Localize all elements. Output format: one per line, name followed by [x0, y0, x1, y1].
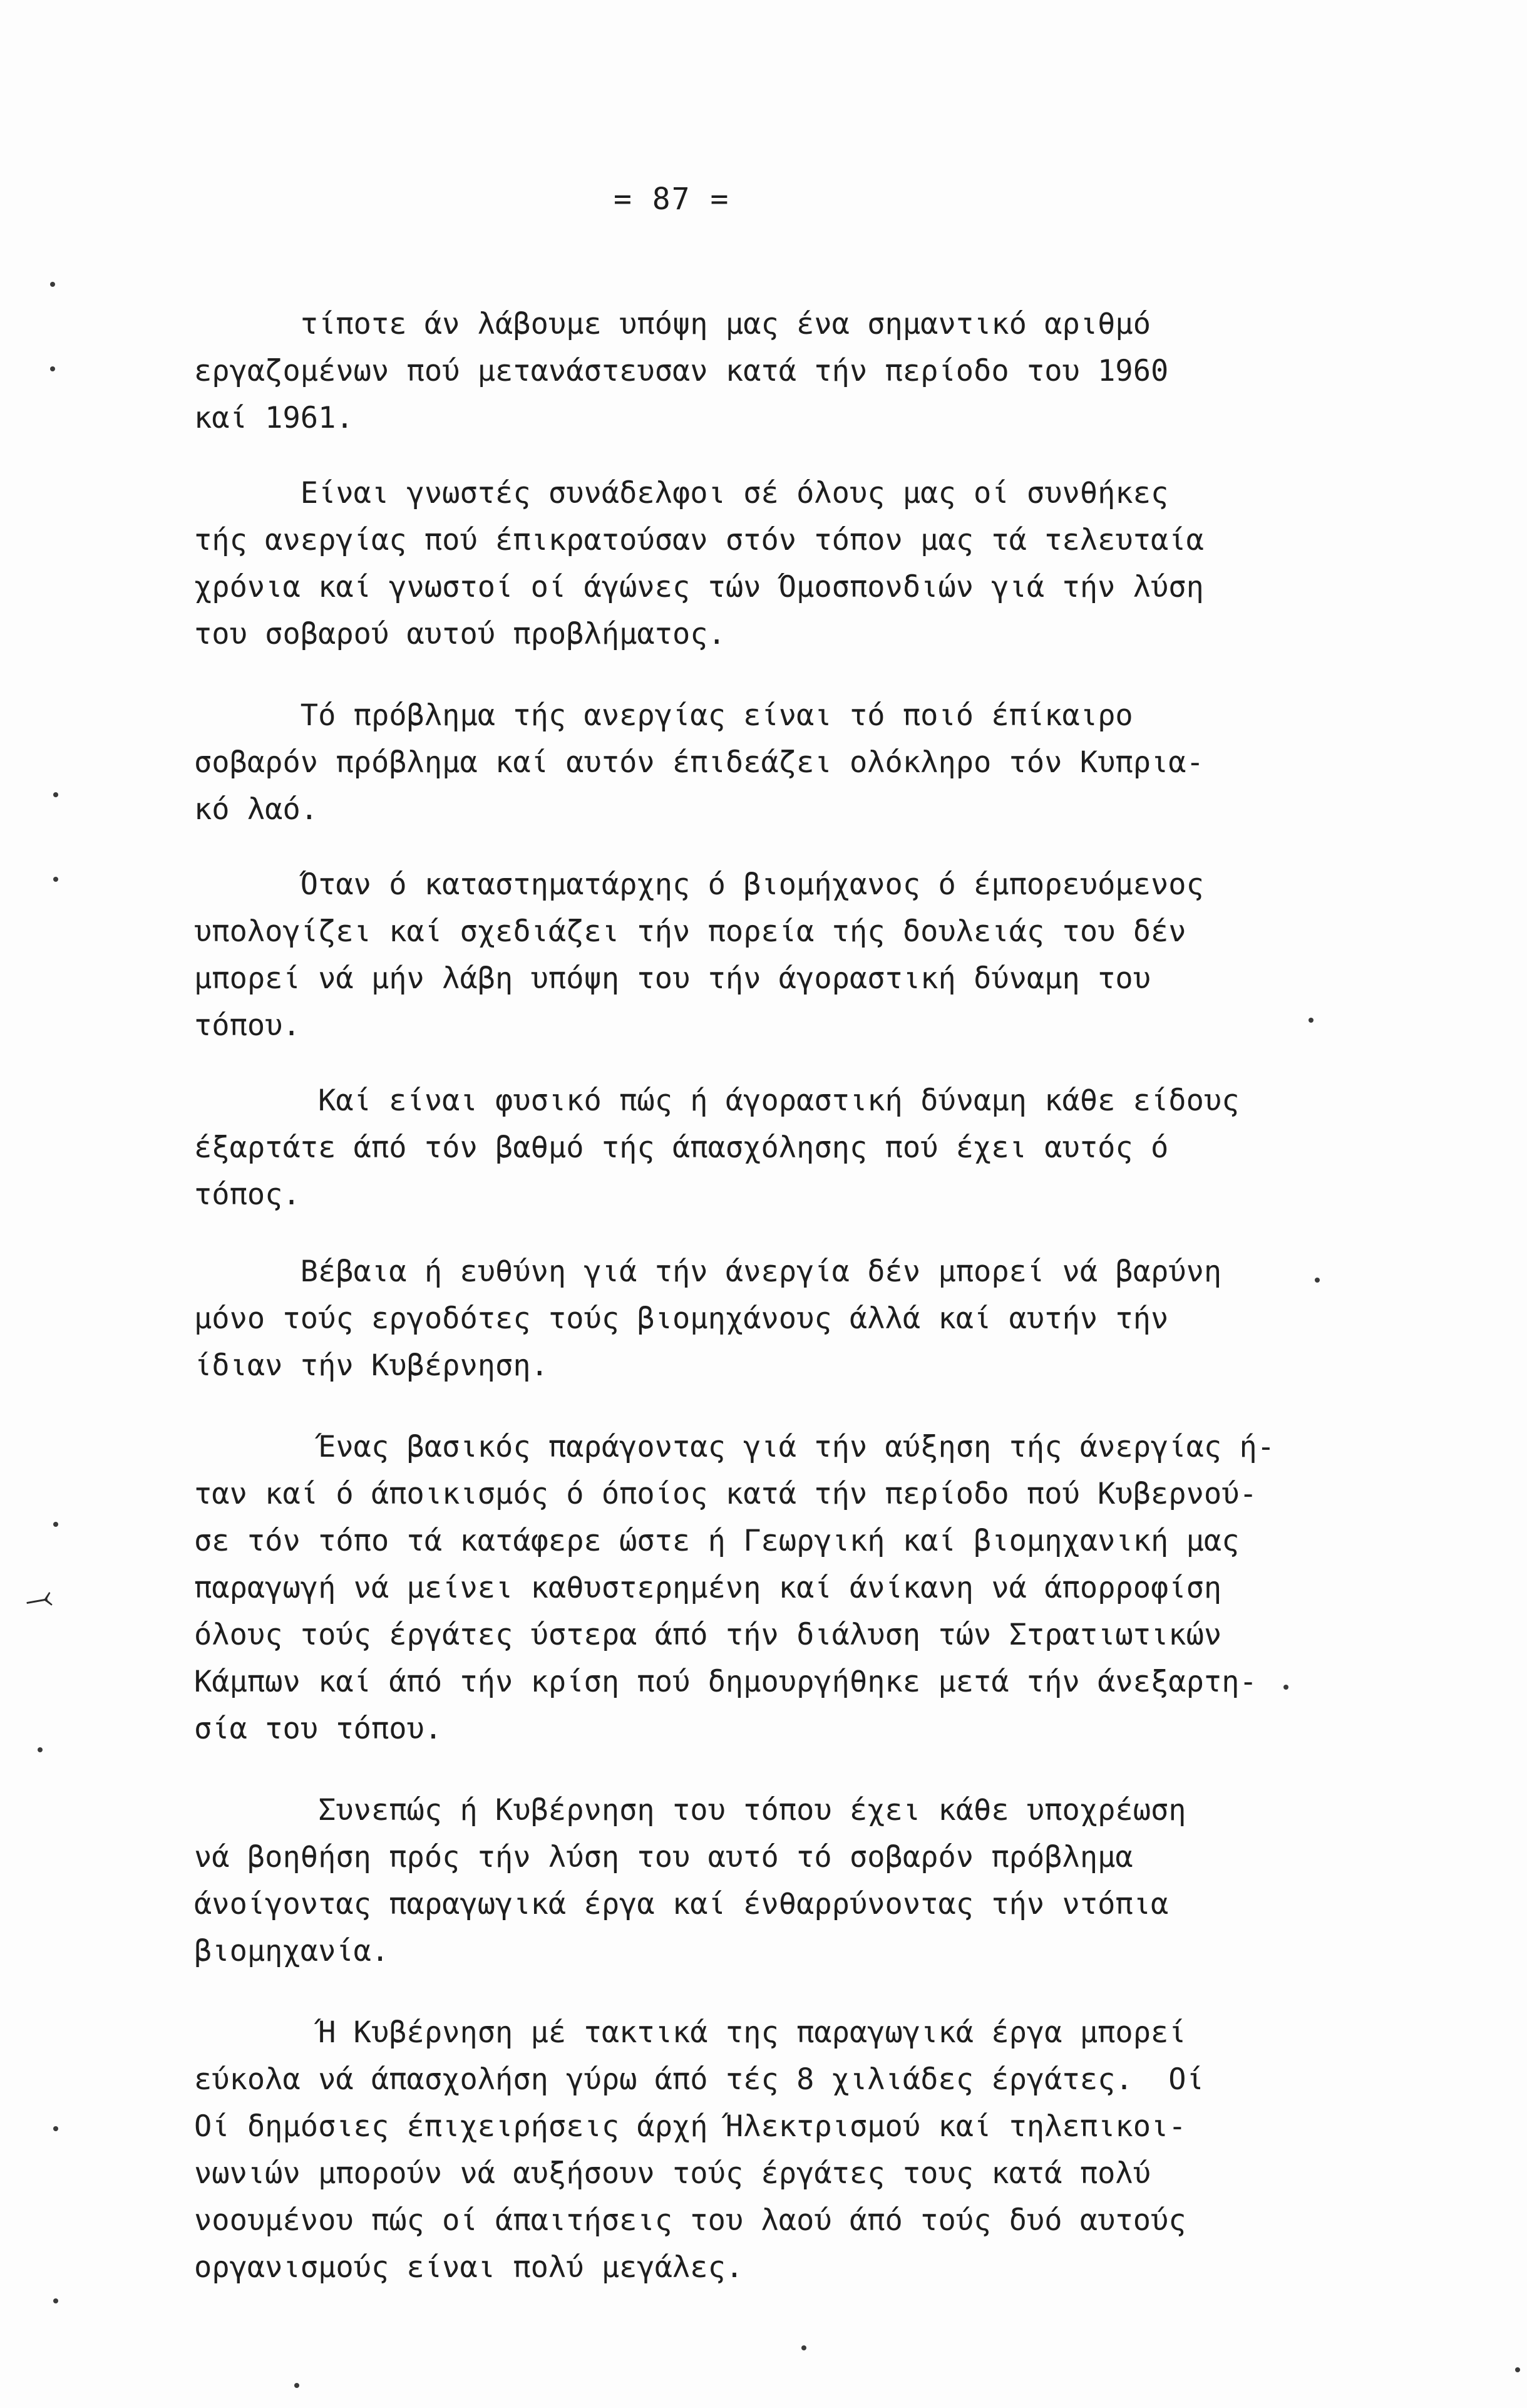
text-line: οργανισμούς είναι πολύ μεγάλες.	[194, 2250, 744, 2285]
text-line: ίδιαν τήν Κυβέρνηση.	[194, 1348, 548, 1383]
scan-speck	[53, 2126, 58, 2131]
text-line: χρόνια καί γνωστοί οί άγώνες τών Όμοσπονδιών γιά τήν λύση	[194, 570, 1204, 604]
text-line: τόπου.	[194, 1008, 301, 1043]
scan-speck	[1515, 2367, 1520, 2372]
text-line: όλους τούς έργάτες ύστερα άπό τήν διάλυση τών Στρατιωτικών	[194, 1618, 1222, 1652]
text-line: βιομηχανία.	[194, 1934, 389, 1968]
paragraph-6	[194, 1248, 1384, 1389]
text-line: νωνιών μπορούν νά αυξήσουν τούς έργάτες τους κατά πολύ	[194, 2156, 1151, 2191]
text-line: νοουμένου πώς οί άπαιτήσεις του λαού άπό τούς δυό αυτούς	[194, 2203, 1186, 2238]
text-line: υπολογίζει καί σχεδιάζει τήν πορεία τής δουλειάς του δέν	[194, 914, 1186, 949]
text-line: Είναι γνωστές συνάδελφοι σέ όλους μας οί συνθήκες	[194, 476, 1169, 510]
text-line: Όταν ό καταστηματάρχης ό βιομήχανος ό έμπορευόμενος	[194, 867, 1204, 902]
paragraph-5	[194, 1077, 1384, 1218]
scan-speck	[53, 792, 58, 797]
text-line: του σοβαρού αυτού προβλήματος.	[194, 617, 726, 651]
text-line: εργαζομένων πού μετανάστευσαν κατά τήν περίοδο του 1960	[194, 354, 1169, 388]
paragraph-2	[194, 470, 1384, 658]
text-line: κό λαό.	[194, 792, 319, 827]
text-line: μόνο τούς εργοδότες τούς βιομηχάνους άλλά καί αυτήν τήν	[194, 1301, 1169, 1336]
text-line: άνοίγοντας παραγωγικά έργα καί ένθαρρύνοντας τήν ντόπια	[194, 1887, 1169, 1921]
text-line: σία του τόπου.	[194, 1712, 443, 1746]
scan-speck	[801, 2345, 806, 2350]
text-line: νά βοηθήση πρός τήν λύση του αυτό τό σοβαρόν πρόβλημα	[194, 1840, 1133, 1874]
text-line: σε τόν τόπο τά κατάφερε ώστε ή Γεωργική καί βιομηχανική μας	[194, 1524, 1240, 1558]
scan-speck	[53, 877, 58, 882]
paragraph-8	[194, 1787, 1384, 1975]
text-line: Οί δημόσιες έπιχειρήσεις άρχή Ήλεκτρισμού καί τηλεπικοι-	[194, 2109, 1186, 2144]
page-number: = 87 =	[614, 182, 730, 217]
paragraph-9	[194, 2009, 1384, 2291]
text-line: Ένας βασικός παράγοντας γιά τήν αύξηση τής άνεργίας ή-	[194, 1430, 1275, 1464]
scan-speck	[53, 1522, 58, 1527]
scan-speck	[294, 2383, 299, 2388]
scan-speck	[50, 282, 55, 287]
text-line: τίποτε άν λάβουμε υπόψη μας ένα σημαντικό αριθμό	[194, 307, 1151, 341]
body-text	[194, 301, 1384, 2291]
scan-speck	[38, 1747, 43, 1752]
scan-speck	[53, 2298, 58, 2303]
scan-speck	[1308, 1018, 1314, 1023]
text-line: μπορεί νά μήν λάβη υπόψη του τήν άγοραστική δύναμη του	[194, 961, 1151, 996]
text-line: καί 1961.	[194, 401, 354, 435]
text-line: Κάμπων καί άπό τήν κρίση πού δημουργήθηκε μετά τήν άνεξαρτη-	[194, 1665, 1257, 1699]
text-line: Τό πρόβλημα τής ανεργίας είναι τό ποιό έπίκαιρο	[194, 698, 1133, 733]
paragraph-3	[194, 692, 1384, 833]
text-line: τόπος.	[194, 1177, 301, 1212]
text-line: έξαρτάτε άπό τόν βαθμό τής άπασχόλησης πού έχει αυτός ό	[194, 1130, 1169, 1165]
text-line: τής ανεργίας πού έπικρατούσαν στόν τόπον μας τά τελευταία	[194, 523, 1204, 557]
paragraph-7	[194, 1424, 1384, 1752]
paragraph-4	[194, 861, 1384, 1049]
text-line: σοβαρόν πρόβλημα καί αυτόν έπιδεάζει ολόκληρο τόν Κυπρια-	[194, 745, 1204, 780]
margin-mark-icon: ⤙	[21, 1576, 56, 1620]
scan-speck	[1283, 1685, 1288, 1690]
text-line: Συνεπώς ή Κυβέρνηση του τόπου έχει κάθε υποχρέωση	[194, 1793, 1186, 1827]
text-line: παραγωγή νά μείνει καθυστερημένη καί άνίκανη νά άπορροφίση	[194, 1571, 1222, 1605]
text-line: Καί είναι φυσικό πώς ή άγοραστική δύναμη κάθε είδους	[194, 1083, 1240, 1118]
text-line: εύκολα νά άπασχολήση γύρω άπό τές 8 χιλιάδες έργάτες. Οί	[194, 2062, 1204, 2097]
scan-speck	[50, 366, 55, 371]
text-line: Ή Κυβέρνηση μέ τακτικά της παραγωγικά έργα μπορεί	[194, 2015, 1186, 2050]
paragraph-1	[194, 301, 1384, 442]
scan-speck	[1315, 1278, 1320, 1283]
text-line: Βέβαια ή ευθύνη γιά τήν άνεργία δέν μπορεί νά βαρύνη	[194, 1254, 1222, 1289]
text-line: ταν καί ό άποικισμός ό όποίος κατά τήν περίοδο πού Κυβερνού-	[194, 1477, 1257, 1511]
